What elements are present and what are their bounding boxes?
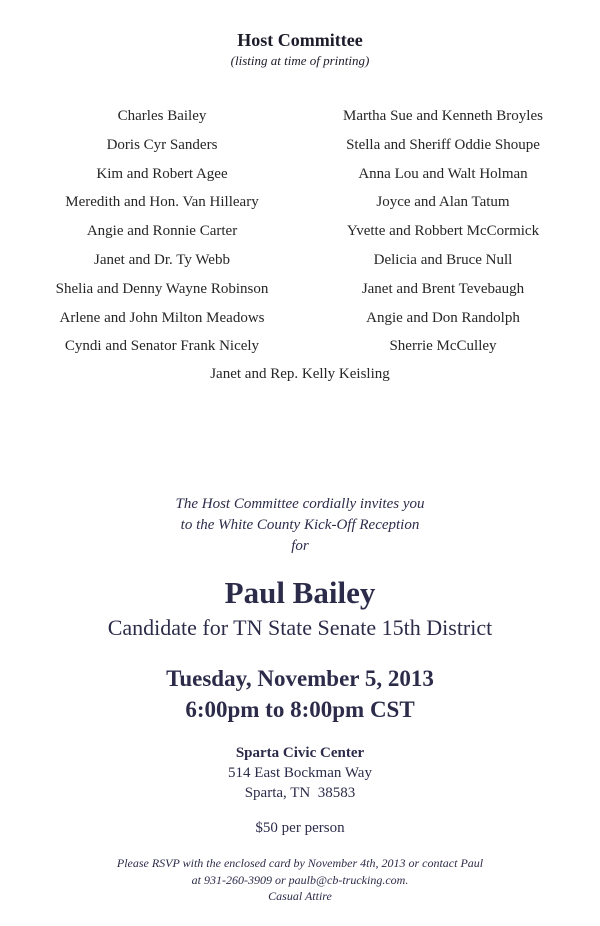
host-name-last: Janet and Rep. Kelly Keisling <box>210 366 390 382</box>
venue-street: 514 East Bockman Way <box>228 765 372 781</box>
dress-code: Casual Attire <box>268 889 332 903</box>
committee-title: Host Committee <box>237 30 363 50</box>
host-name: Kim and Robert Agee <box>96 165 228 182</box>
host-name: Yvette and Robbert McCormick <box>346 223 540 240</box>
rsvp-line: at 931-260-3909 or paulb@cb-trucking.com. <box>191 872 409 887</box>
candidate-name: Paul Bailey <box>224 575 376 610</box>
event-date: Tuesday, November 5, 2013 <box>166 666 434 691</box>
event-time: 6:00pm to 8:00pm CST <box>185 697 415 722</box>
host-name: Cyndi and Senator Frank Nicely <box>64 338 260 355</box>
host-name: Angie and Ronnie Carter <box>86 223 238 240</box>
rsvp-note <box>0 855 600 905</box>
invitation-line: The Host Committee cordially invites you <box>175 496 425 512</box>
host-list-right-column <box>303 104 583 363</box>
host-name: Joyce and Alan Tatum <box>376 194 510 211</box>
invitation-line: to the White County Kick-Off Reception <box>180 517 420 533</box>
invitation-line: for <box>291 538 309 554</box>
host-name: Stella and Sheriff Oddie Shoupe <box>346 136 540 153</box>
ticket-price: $50 per person <box>255 820 345 836</box>
committee-subtitle: (listing at time of printing) <box>230 53 370 68</box>
host-name: Doris Cyr Sanders <box>106 136 218 153</box>
host-name: Martha Sue and Kenneth Broyles <box>343 108 543 124</box>
host-name: Delicia and Bruce Null <box>373 251 513 268</box>
host-list-left-column <box>22 104 302 363</box>
venue-city: Sparta, TN 38583 <box>244 785 356 801</box>
host-name: Janet and Dr. Ty Webb <box>94 251 230 268</box>
host-name: Charles Bailey <box>117 108 207 124</box>
host-name: Shelia and Denny Wayne Robinson <box>55 280 269 297</box>
host-name: Janet and Brent Tevebaugh <box>361 280 525 297</box>
host-name: Arlene and John Milton Meadows <box>59 309 265 326</box>
host-name: Meredith and Hon. Van Hilleary <box>65 194 259 211</box>
host-name: Sherrie McCulley <box>389 338 497 355</box>
host-name: Anna Lou and Walt Holman <box>358 165 528 182</box>
host-name: Angie and Don Randolph <box>366 309 520 326</box>
venue-name: Sparta Civic Center <box>235 745 365 761</box>
rsvp-line: Please RSVP with the enclosed card by November 4th, 2013 or contact Paul <box>116 856 484 870</box>
invitation-text <box>0 494 600 557</box>
candidate-office: Candidate for TN State Senate 15th District <box>107 615 493 640</box>
venue-address <box>0 743 600 803</box>
